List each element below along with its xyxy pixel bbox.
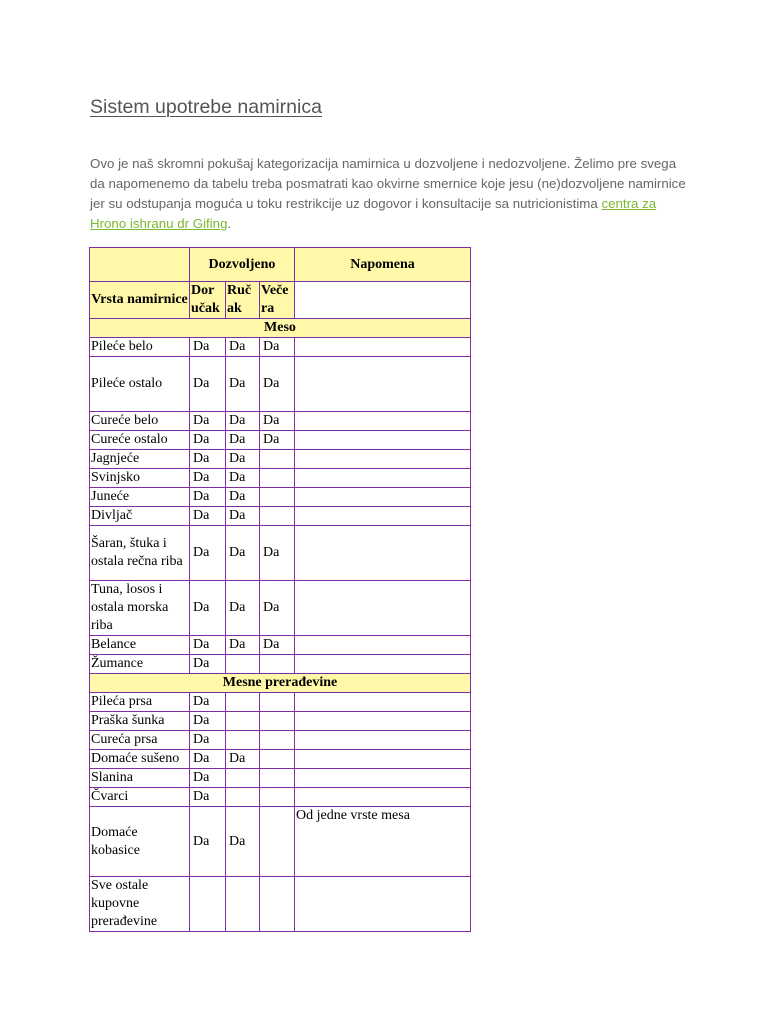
lunch-cell [226,788,260,807]
food-name-cell: Sve ostale kupovne prerađevine [90,877,190,932]
note-cell [295,526,471,581]
table-header-row [90,248,471,282]
dinner-cell [260,769,295,788]
table-row [90,526,471,581]
dinner-cell [260,507,295,526]
table-row [90,655,471,674]
subheader-breakfast: Dor učak [190,282,226,319]
table-row [90,769,471,788]
table-row [90,807,471,877]
intro-paragraph [90,154,690,234]
section-title: Meso [90,319,471,338]
food-name-cell: Cureća prsa [90,731,190,750]
dinner-cell: Da [260,338,295,357]
breakfast-cell: Da [190,807,226,877]
lunch-cell [226,877,260,932]
lunch-cell: Da [226,469,260,488]
note-cell [295,469,471,488]
lunch-cell: Da [226,507,260,526]
note-cell [295,731,471,750]
food-name-cell: Svinjsko [90,469,190,488]
breakfast-cell: Da [190,357,226,412]
breakfast-cell [190,877,226,932]
lunch-cell [226,731,260,750]
breakfast-cell: Da [190,526,226,581]
table-row [90,750,471,769]
note-cell [295,769,471,788]
dinner-cell [260,712,295,731]
table-row [90,412,471,431]
table-row [90,431,471,450]
note-cell [295,655,471,674]
lunch-cell: Da [226,338,260,357]
dinner-cell: Da [260,431,295,450]
subheader-lunch: Ruč ak [226,282,260,319]
lunch-cell: Da [226,581,260,636]
breakfast-cell: Da [190,769,226,788]
note-cell [295,750,471,769]
note-cell [295,581,471,636]
dinner-cell [260,807,295,877]
section-row [90,674,471,693]
food-name-cell: Pileće belo [90,338,190,357]
dinner-cell [260,655,295,674]
note-cell [295,450,471,469]
food-name-cell: Šaran, štuka i ostala rečna riba [90,526,190,581]
section-row [90,319,471,338]
table-row [90,731,471,750]
food-name-cell: Praška šunka [90,712,190,731]
table-row [90,712,471,731]
breakfast-cell: Da [190,581,226,636]
food-name-cell: Pileće ostalo [90,357,190,412]
breakfast-cell: Da [190,488,226,507]
lunch-cell: Da [226,488,260,507]
dinner-cell: Da [260,581,295,636]
lunch-cell [226,712,260,731]
dinner-cell [260,488,295,507]
breakfast-cell: Da [190,469,226,488]
breakfast-cell: Da [190,655,226,674]
food-name-cell: Belance [90,636,190,655]
lunch-cell: Da [226,750,260,769]
breakfast-cell: Da [190,507,226,526]
note-cell [295,338,471,357]
food-name-cell: Domaće sušeno [90,750,190,769]
lunch-cell: Da [226,412,260,431]
breakfast-cell: Da [190,712,226,731]
table-row [90,338,471,357]
dinner-cell: Da [260,357,295,412]
breakfast-cell: Da [190,693,226,712]
gifing-center-link[interactable]: centra za Hrono ishranu dr Gifing [90,196,657,231]
breakfast-cell: Da [190,788,226,807]
food-name-cell: Juneće [90,488,190,507]
table-row [90,693,471,712]
header-note: Napomena [295,248,471,282]
breakfast-cell: Da [190,338,226,357]
lunch-cell: Da [226,807,260,877]
breakfast-cell: Da [190,750,226,769]
lunch-cell: Da [226,636,260,655]
section-title: Mesne prerađevine [90,674,471,693]
dinner-cell [260,469,295,488]
food-name-cell: Divljač [90,507,190,526]
note-cell [295,636,471,655]
dinner-cell [260,750,295,769]
dinner-cell [260,877,295,932]
note-cell [295,693,471,712]
breakfast-cell: Da [190,412,226,431]
note-cell [295,507,471,526]
food-name-cell: Tuna, losos i ostala morska riba [90,581,190,636]
dinner-cell: Da [260,412,295,431]
intro-text: Ovo je naš skromni pokušaj kategorizacija namirnica u dozvoljene i nedozvoljene. Želimo pre svega da napomenemo da tabelu treba posmatrati kao okvirne smernice koje jesu (ne)dozvoljene namirnice jer su odstupanja moguća u toku restrikcije uz dogovor i konsultacije sa nutricionistima [90,156,686,211]
lunch-cell: Da [226,526,260,581]
lunch-cell [226,693,260,712]
dinner-cell [260,731,295,750]
lunch-cell [226,655,260,674]
dinner-cell: Da [260,526,295,581]
header-empty-cell [90,248,190,282]
food-name-cell: Cureće belo [90,412,190,431]
note-cell: Od jedne vrste mesa [295,807,471,877]
table-row [90,788,471,807]
breakfast-cell: Da [190,731,226,750]
table-row [90,357,471,412]
note-cell [295,788,471,807]
dinner-cell [260,693,295,712]
dinner-cell [260,450,295,469]
food-name-cell: Slanina [90,769,190,788]
table-row [90,636,471,655]
table-row [90,581,471,636]
note-cell [295,412,471,431]
breakfast-cell: Da [190,431,226,450]
food-table [89,247,471,932]
note-cell [295,877,471,932]
lunch-cell: Da [226,450,260,469]
table-row [90,469,471,488]
dinner-cell [260,788,295,807]
intro-end: . [227,216,232,231]
note-cell [295,712,471,731]
note-cell [295,357,471,412]
lunch-cell [226,769,260,788]
table-row [90,877,471,932]
table-row [90,450,471,469]
breakfast-cell: Da [190,636,226,655]
lunch-cell: Da [226,431,260,450]
food-name-cell: Čvarci [90,788,190,807]
food-name-cell: Cureće ostalo [90,431,190,450]
food-name-cell: Jagnjeće [90,450,190,469]
page-title: Sistem upotrebe namirnica [90,96,322,118]
food-name-cell: Domaće kobasice [90,807,190,877]
note-cell [295,488,471,507]
food-name-cell: Pileća prsa [90,693,190,712]
table-subheader-row [90,282,471,319]
table-row [90,488,471,507]
lunch-cell: Da [226,357,260,412]
dinner-cell: Da [260,636,295,655]
subheader-dinner: Veče ra [260,282,295,319]
subheader-type: Vrsta namirnice [90,282,190,319]
subheader-note-empty [295,282,471,319]
note-cell [295,431,471,450]
food-name-cell: Žumance [90,655,190,674]
breakfast-cell: Da [190,450,226,469]
table-row [90,507,471,526]
header-allowed: Dozvoljeno [190,248,295,282]
